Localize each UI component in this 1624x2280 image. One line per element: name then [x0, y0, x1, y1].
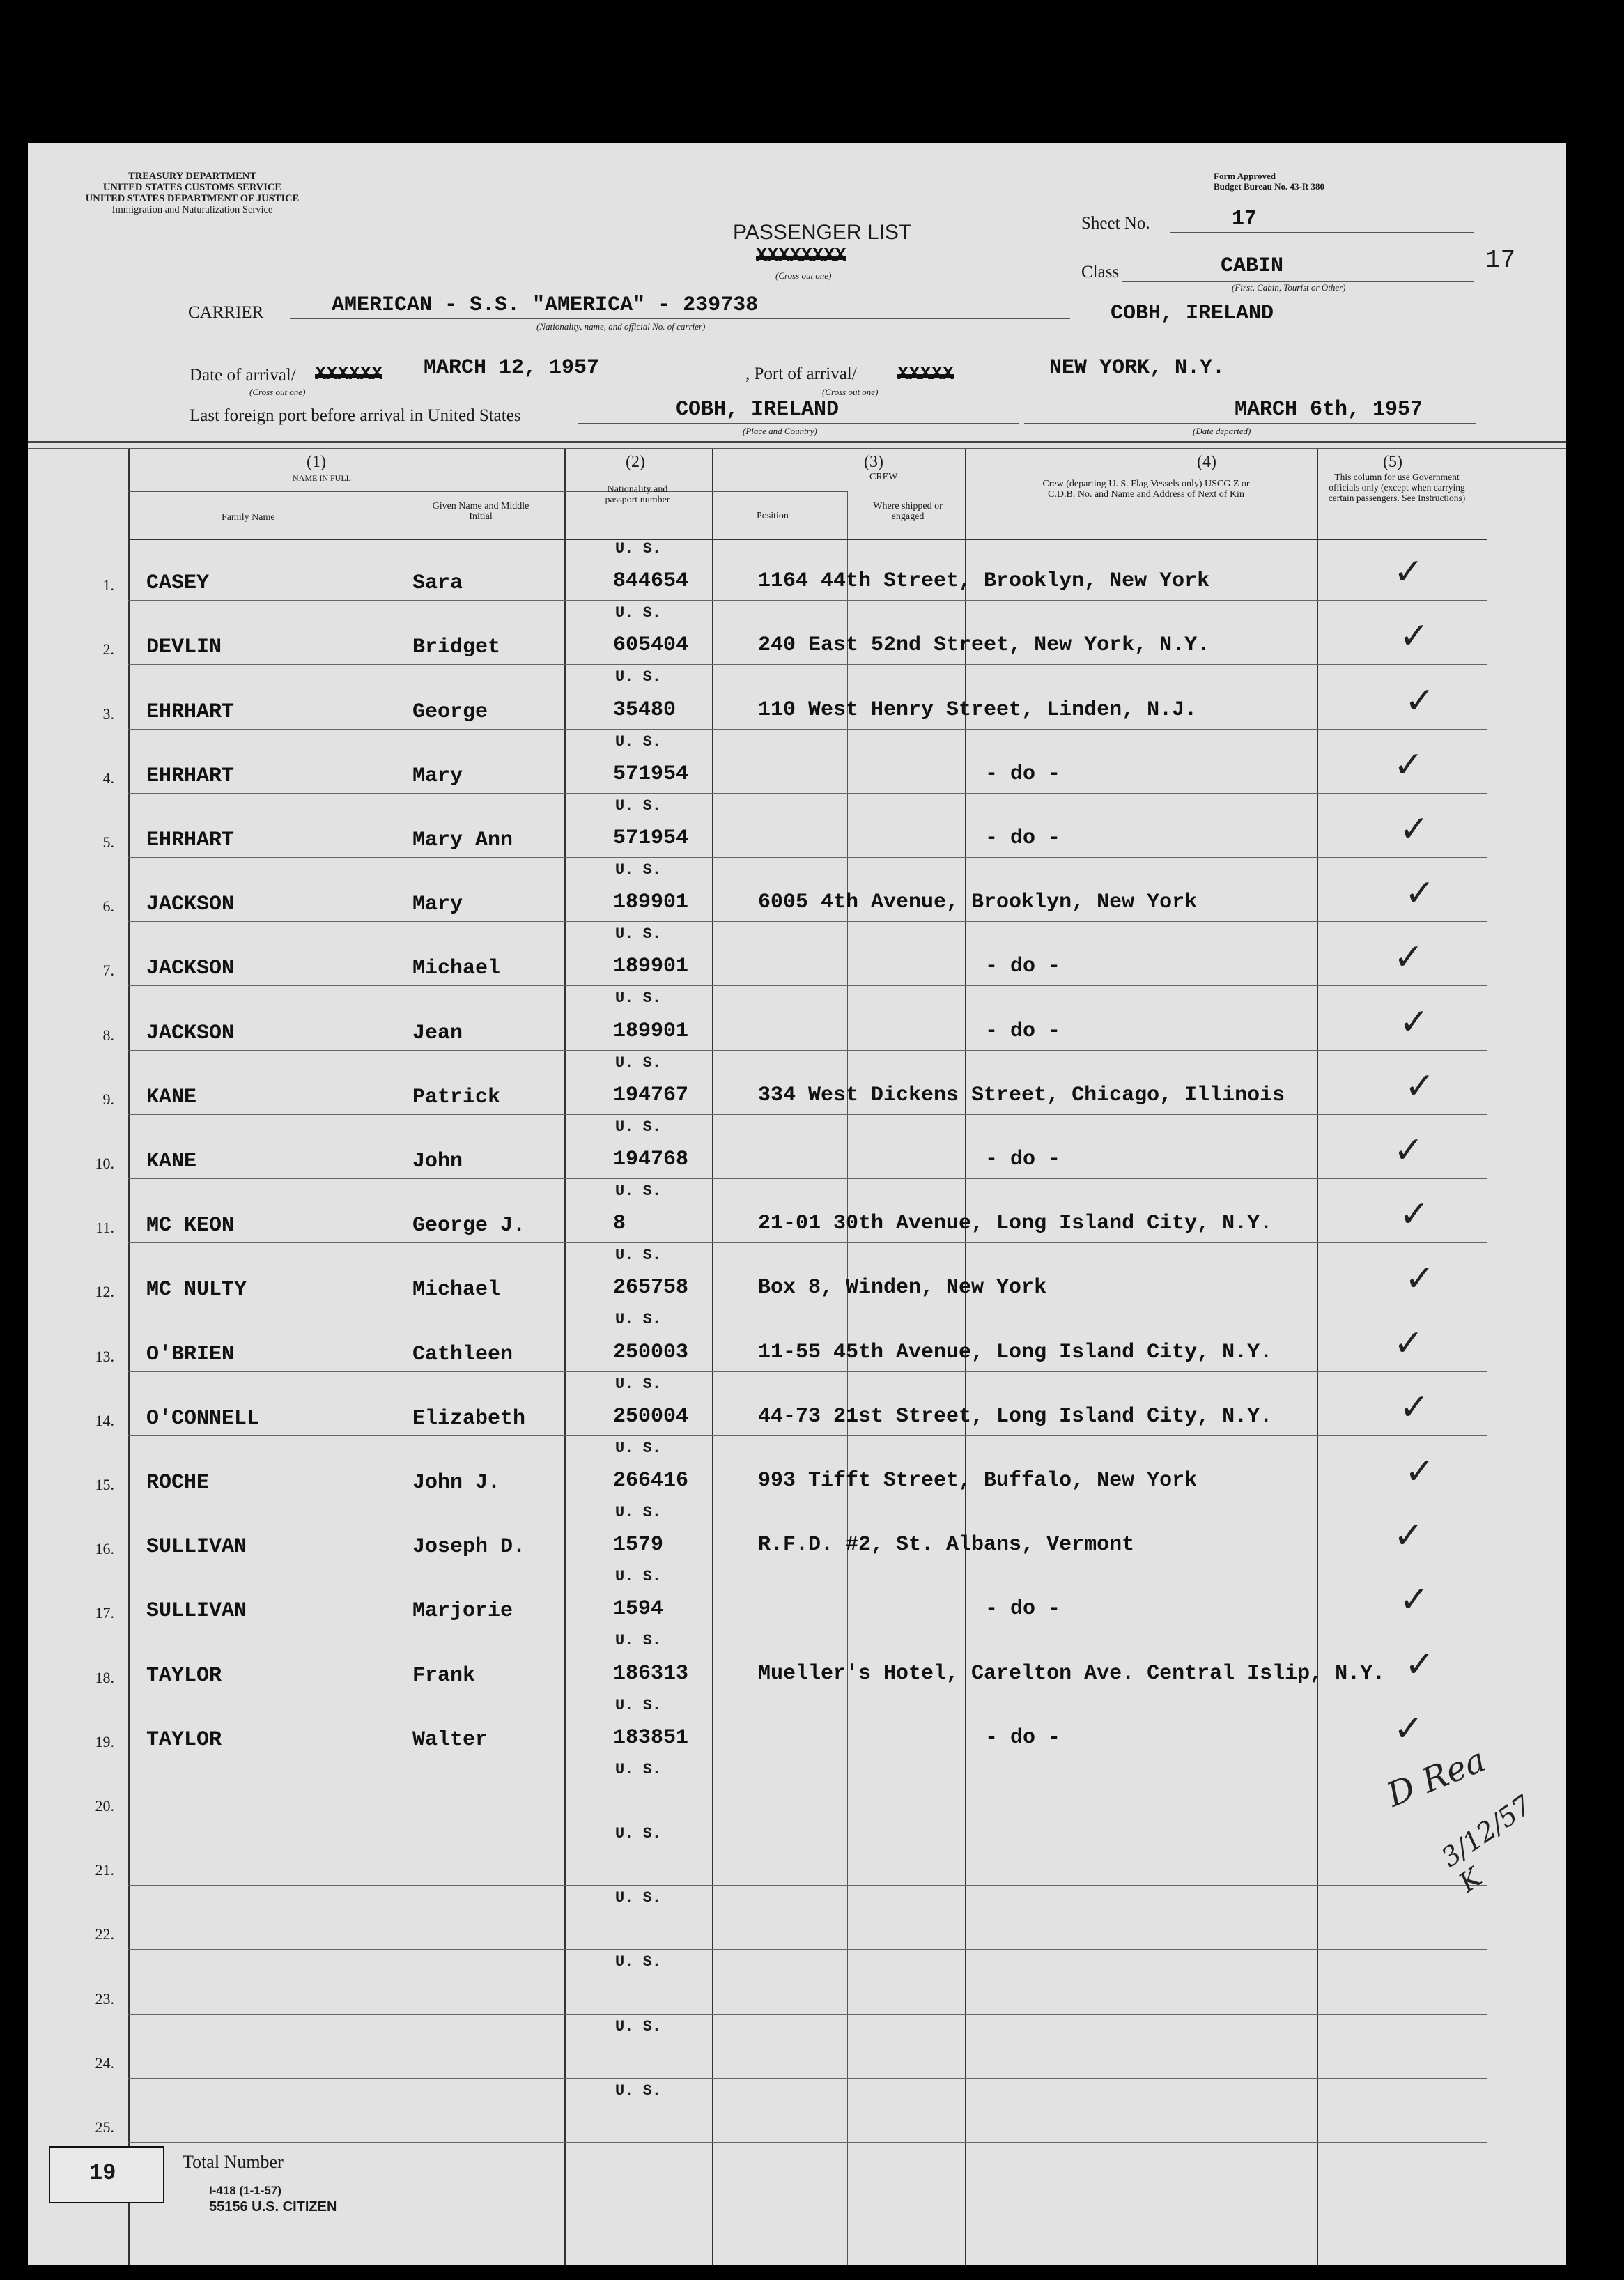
table-top-rule [28, 448, 1566, 449]
col-rule [1317, 449, 1318, 2265]
family-name: EHRHART [146, 829, 235, 852]
col-1-number: (1) [307, 453, 326, 471]
row-number: 18. [95, 1668, 114, 1686]
nationality: U. S. [614, 2017, 661, 2035]
check-mark-icon: ✓ [1405, 1258, 1435, 1300]
col-rule [128, 449, 130, 2265]
row-number: 7. [102, 962, 114, 980]
row-number: 21. [95, 1861, 114, 1879]
passport-number: 844654 [613, 569, 689, 594]
next-of-kin-address: 1164 44th Street, Brooklyn, New York [758, 569, 1210, 594]
row-number: 1. [102, 576, 114, 594]
agency-line: UNITED STATES DEPARTMENT OF JUSTICE [85, 193, 300, 204]
given-name: Marjorie [412, 1599, 513, 1624]
passport-number: 571954 [613, 826, 689, 850]
form-approved [1214, 171, 1324, 192]
struck-text: XXXXX [897, 364, 954, 385]
next-of-kin-address: - do - [985, 1725, 1061, 1750]
next-of-kin-address: - do - [985, 955, 1061, 979]
check-mark-icon: ✓ [1405, 1643, 1435, 1686]
given-name: Michael [412, 957, 501, 981]
agency-line: UNITED STATES CUSTOMS SERVICE [102, 182, 282, 193]
passport-number: 183851 [613, 1725, 689, 1750]
given-name: Mary [412, 893, 463, 917]
col-2-number: (2) [626, 453, 645, 471]
col-3-number: (3) [864, 453, 883, 471]
row-number: 24. [95, 2054, 114, 2072]
passenger-list-sheet [28, 143, 1566, 2265]
nationality-header: Nationality and passport number [605, 484, 670, 505]
corner-number: 17 [1485, 246, 1516, 275]
row-number: 22. [95, 1925, 114, 1943]
next-of-kin-address: - do - [985, 1597, 1061, 1622]
nationality: U. S. [614, 861, 661, 879]
family-name: O'CONNELL [146, 1406, 260, 1431]
row-rule [128, 1371, 1487, 1372]
row-rule [128, 2078, 1487, 2079]
next-of-kin-address: 6005 4th Avenue, Brooklyn, New York [758, 891, 1198, 915]
row-number: 9. [102, 1090, 114, 1108]
agency-line: Immigration and Naturalization Service [111, 204, 273, 215]
row-rule [128, 1885, 1487, 1886]
sheet-number: 17 [1232, 207, 1258, 231]
check-mark-icon: ✓ [1405, 1451, 1435, 1493]
nationality: U. S. [614, 925, 661, 943]
given-name: John [412, 1150, 463, 1173]
family-name: ROCHE [146, 1471, 210, 1495]
nationality: U. S. [614, 1375, 661, 1393]
row-number: 15. [95, 1476, 114, 1493]
nationality: U. S. [614, 989, 661, 1008]
port-arrival-label: , Port of arrival/ [745, 364, 857, 383]
date-cross-hint: (Cross out one) [249, 387, 306, 397]
row-rule [128, 857, 1487, 858]
given-name: John J. [412, 1471, 501, 1495]
next-of-kin-address: R.F.D. #2, St. Albans, Vermont [758, 1533, 1135, 1557]
col-5-number: (5) [1383, 453, 1402, 471]
row-number: 12. [95, 1283, 114, 1301]
row-number: 5. [102, 833, 114, 851]
class-label: Class [1081, 263, 1120, 282]
carrier-hint: (Nationality, name, and official No. of carrier) [536, 321, 706, 332]
nationality: U. S. [614, 1439, 661, 1457]
next-of-kin-address: 240 East 52nd Street, New York, N.Y. [758, 633, 1210, 658]
family-name: TAYLOR [146, 1663, 222, 1688]
family-name: SULLIVAN [146, 1599, 247, 1624]
given-name: Michael [412, 1278, 501, 1302]
government-use-header: This column for use Government officials only (except when carrying certain passengers. See Instructions) [1328, 472, 1466, 503]
family-name: MC KEON [146, 1214, 235, 1238]
passport-number: 35480 [613, 698, 676, 722]
form-code: 55156 U.S. CITIZEN [209, 2199, 337, 2214]
family-name: KANE [146, 1085, 197, 1109]
nationality: U. S. [614, 2081, 661, 2100]
last-port-value: COBH, IRELAND [676, 398, 840, 422]
given-name: Cathleen [412, 1342, 513, 1366]
cross-out-hint: (Cross out one) [775, 270, 832, 281]
family-name: DEVLIN [146, 636, 222, 660]
passport-number: 250003 [613, 1340, 689, 1364]
passport-number: 1594 [613, 1597, 664, 1622]
check-mark-icon: ✓ [1393, 1707, 1424, 1750]
check-mark-icon: ✓ [1405, 1065, 1435, 1107]
family-name: JACKSON [146, 893, 235, 917]
passport-number: 194768 [613, 1148, 689, 1171]
family-name: EHRHART [146, 700, 235, 724]
given-name: Elizabeth [412, 1406, 526, 1431]
row-rule [128, 921, 1487, 922]
row-rule [128, 793, 1487, 794]
port-arrival-value: NEW YORK, N.Y. [1049, 356, 1225, 380]
row-number: 10. [95, 1155, 114, 1172]
last-port-hint: (Place and Country) [743, 426, 817, 436]
date-departed-value: MARCH 6th, 1957 [1235, 398, 1423, 422]
sheet-underline [1170, 232, 1474, 233]
col-1-title: NAME IN FULL [293, 473, 351, 483]
check-mark-icon: ✓ [1393, 1322, 1424, 1364]
passport-number: 186313 [613, 1661, 689, 1686]
family-name: JACKSON [146, 1021, 235, 1045]
nationality: U. S. [614, 1504, 661, 1521]
passport-number: 189901 [613, 955, 689, 979]
row-rule [128, 2142, 1487, 2143]
passport-number: 8 [613, 1212, 626, 1236]
col-rule [564, 449, 566, 2265]
row-rule [128, 1435, 1487, 1436]
given-name: Walter [412, 1727, 488, 1752]
struck-text: XXXXXXXX [756, 246, 846, 267]
carrier-label: CARRIER [188, 303, 264, 322]
nationality: U. S. [614, 1118, 661, 1136]
family-name-header: Family Name [222, 512, 275, 523]
crew-address-header: Crew (departing U. S. Flag Vessels only) USCG Z or C.D.B. No. and Name and Address of Next of Kin [1042, 479, 1250, 500]
check-mark-icon: ✓ [1393, 551, 1424, 594]
check-mark-icon: ✓ [1399, 1194, 1430, 1236]
nationality: U. S. [614, 668, 661, 686]
row-rule [128, 1949, 1487, 1950]
given-name: Mary [412, 764, 463, 788]
check-mark-icon: ✓ [1399, 1001, 1430, 1043]
row-rule [128, 1114, 1487, 1115]
row-rule [128, 664, 1487, 665]
next-of-kin-address: - do - [985, 1148, 1061, 1171]
row-number: 19. [95, 1732, 114, 1750]
class-hint: (First, Cabin, Tourist or Other) [1232, 282, 1346, 293]
next-of-kin-address: 993 Tifft Street, Buffalo, New York [758, 1469, 1198, 1493]
given-name: Joseph D. [412, 1535, 526, 1559]
date-arrival-value: MARCH 12, 1957 [424, 356, 600, 380]
family-name: KANE [146, 1150, 197, 1173]
given-name: George [412, 700, 488, 724]
check-mark-icon: ✓ [1399, 1579, 1430, 1622]
total-label: Total Number [183, 2152, 284, 2172]
inspector-signature: D Rea [1381, 1740, 1492, 1815]
nationality: U. S. [614, 1568, 661, 1586]
crew-header: CREW [869, 472, 898, 482]
given-name: George J. [412, 1214, 526, 1238]
nationality: U. S. [614, 796, 661, 815]
row-rule [128, 985, 1487, 986]
row-number: 13. [95, 1347, 114, 1365]
family-name: JACKSON [146, 957, 235, 981]
nationality: U. S. [614, 540, 661, 557]
family-name: O'BRIEN [146, 1342, 235, 1366]
col-rule [847, 491, 848, 2265]
given-name: Frank [412, 1663, 476, 1688]
check-mark-icon: ✓ [1393, 744, 1424, 786]
nationality: U. S. [614, 1953, 661, 1971]
passport-number: 189901 [613, 891, 689, 915]
total-number: 19 [89, 2160, 116, 2186]
given-name: Bridget [412, 636, 501, 660]
nationality: U. S. [614, 604, 661, 622]
nationality: U. S. [614, 1054, 661, 1072]
passport-number: 571954 [613, 762, 689, 786]
next-of-kin-address: 11-55 45th Avenue, Long Island City, N.Y. [758, 1340, 1273, 1364]
struck-text: XXXXXX [315, 364, 383, 385]
row-number: 2. [102, 640, 114, 658]
page-title: PASSENGER LIST [733, 221, 912, 244]
next-of-kin-address: - do - [985, 762, 1061, 786]
nationality: U. S. [614, 1632, 661, 1650]
passport-number: 250004 [613, 1404, 689, 1428]
row-number: 25. [95, 2118, 114, 2136]
carrier-underline [290, 318, 1070, 319]
row-number: 11. [95, 1219, 114, 1237]
family-name: CASEY [146, 571, 210, 596]
nationality: U. S. [614, 1183, 661, 1200]
passport-number: 189901 [613, 1019, 689, 1043]
sheet-label: Sheet No. [1081, 214, 1150, 233]
row-number: 6. [102, 898, 114, 916]
next-of-kin-address: - do - [985, 1019, 1061, 1043]
passport-number: 266416 [613, 1469, 689, 1493]
check-mark-icon: ✓ [1393, 1515, 1424, 1557]
passport-number: 1579 [613, 1533, 664, 1557]
last-port-underline [578, 423, 1019, 424]
nationality: U. S. [614, 1696, 661, 1714]
class-underline [1122, 281, 1474, 282]
passport-number: 265758 [613, 1276, 689, 1300]
agency-line: TREASURY DEPARTMENT [128, 171, 256, 182]
nationality: U. S. [614, 732, 661, 750]
check-mark-icon: ✓ [1399, 615, 1430, 658]
next-of-kin-address: Box 8, Winden, New York [758, 1276, 1047, 1300]
date-departed-underline [1024, 423, 1476, 424]
check-mark-icon: ✓ [1405, 872, 1435, 915]
given-name-header: Given Name and Middle Initial [432, 501, 529, 522]
signature-date: 3/12/57 K [1435, 1789, 1538, 1899]
class-value: CABIN [1221, 254, 1284, 278]
last-port-label: Last foreign port before arrival in United States [190, 406, 521, 425]
row-number: 4. [102, 769, 114, 787]
subheader-rule [128, 491, 848, 492]
agency-header [67, 171, 318, 215]
total-number-box [49, 2146, 164, 2203]
family-name: EHRHART [146, 764, 235, 788]
check-mark-icon: ✓ [1399, 1386, 1430, 1428]
row-rule [128, 2014, 1487, 2015]
header-bottom-rule [128, 539, 1487, 540]
budget-bureau-line: Budget Bureau No. 43-R 380 [1214, 181, 1325, 192]
shipped-header: Where shipped or engaged [873, 501, 943, 522]
col-rule [712, 449, 713, 2265]
nationality: U. S. [614, 1247, 661, 1265]
row-rule [128, 729, 1487, 730]
check-mark-icon: ✓ [1399, 808, 1430, 850]
carrier-value: AMERICAN - S.S. "AMERICA" - 239738 [332, 293, 759, 317]
family-name: SULLIVAN [146, 1535, 247, 1559]
row-rule [128, 600, 1487, 601]
position-header: Position [757, 511, 789, 521]
next-of-kin-address: - do - [985, 826, 1061, 850]
next-of-kin-address: 334 West Dickens Street, Chicago, Illinois [758, 1083, 1285, 1107]
nationality: U. S. [614, 1825, 661, 1842]
family-name: MC NULTY [146, 1278, 247, 1302]
row-number: 14. [95, 1411, 114, 1429]
row-number: 8. [102, 1026, 114, 1044]
nationality: U. S. [614, 1760, 661, 1778]
row-rule [128, 1050, 1487, 1051]
form-number: I-418 (1-1-57) [209, 2184, 281, 2197]
given-name: Mary Ann [412, 829, 513, 852]
table-top-rule [28, 441, 1566, 443]
row-number: 23. [95, 1989, 114, 2008]
title-struck [756, 246, 846, 267]
check-mark-icon: ✓ [1405, 679, 1435, 722]
row-number: 3. [102, 704, 114, 723]
embarkation-port: COBH, IRELAND [1111, 302, 1274, 325]
row-number: 20. [95, 1797, 114, 1815]
check-mark-icon: ✓ [1393, 1130, 1424, 1171]
next-of-kin-address: Mueller's Hotel, Carelton Ave. Central Islip, N.Y. [758, 1661, 1386, 1686]
row-number: 16. [95, 1540, 114, 1558]
passport-number: 605404 [613, 633, 689, 658]
next-of-kin-address: 21-01 30th Avenue, Long Island City, N.Y. [758, 1212, 1273, 1236]
row-number: 17. [95, 1604, 114, 1622]
next-of-kin-address: 110 West Henry Street, Linden, N.J. [758, 698, 1198, 722]
col-4-number: (4) [1197, 453, 1216, 471]
given-name: Patrick [412, 1085, 501, 1109]
port-cross-hint: (Cross out one) [822, 387, 879, 397]
date-arrival-label: Date of arrival/ [190, 366, 296, 385]
row-rule [128, 1178, 1487, 1179]
nationality: U. S. [614, 1889, 661, 1907]
row-rule [128, 1242, 1487, 1243]
passport-number: 194767 [613, 1083, 689, 1107]
nationality: U. S. [614, 1311, 661, 1329]
given-name: Sara [412, 571, 463, 596]
family-name: TAYLOR [146, 1727, 222, 1752]
given-name: Jean [412, 1021, 463, 1045]
form-approved-line: Form Approved [1214, 171, 1276, 181]
date-departed-hint: (Date departed) [1193, 426, 1251, 436]
next-of-kin-address: 44-73 21st Street, Long Island City, N.Y. [758, 1404, 1273, 1428]
check-mark-icon: ✓ [1393, 937, 1424, 979]
